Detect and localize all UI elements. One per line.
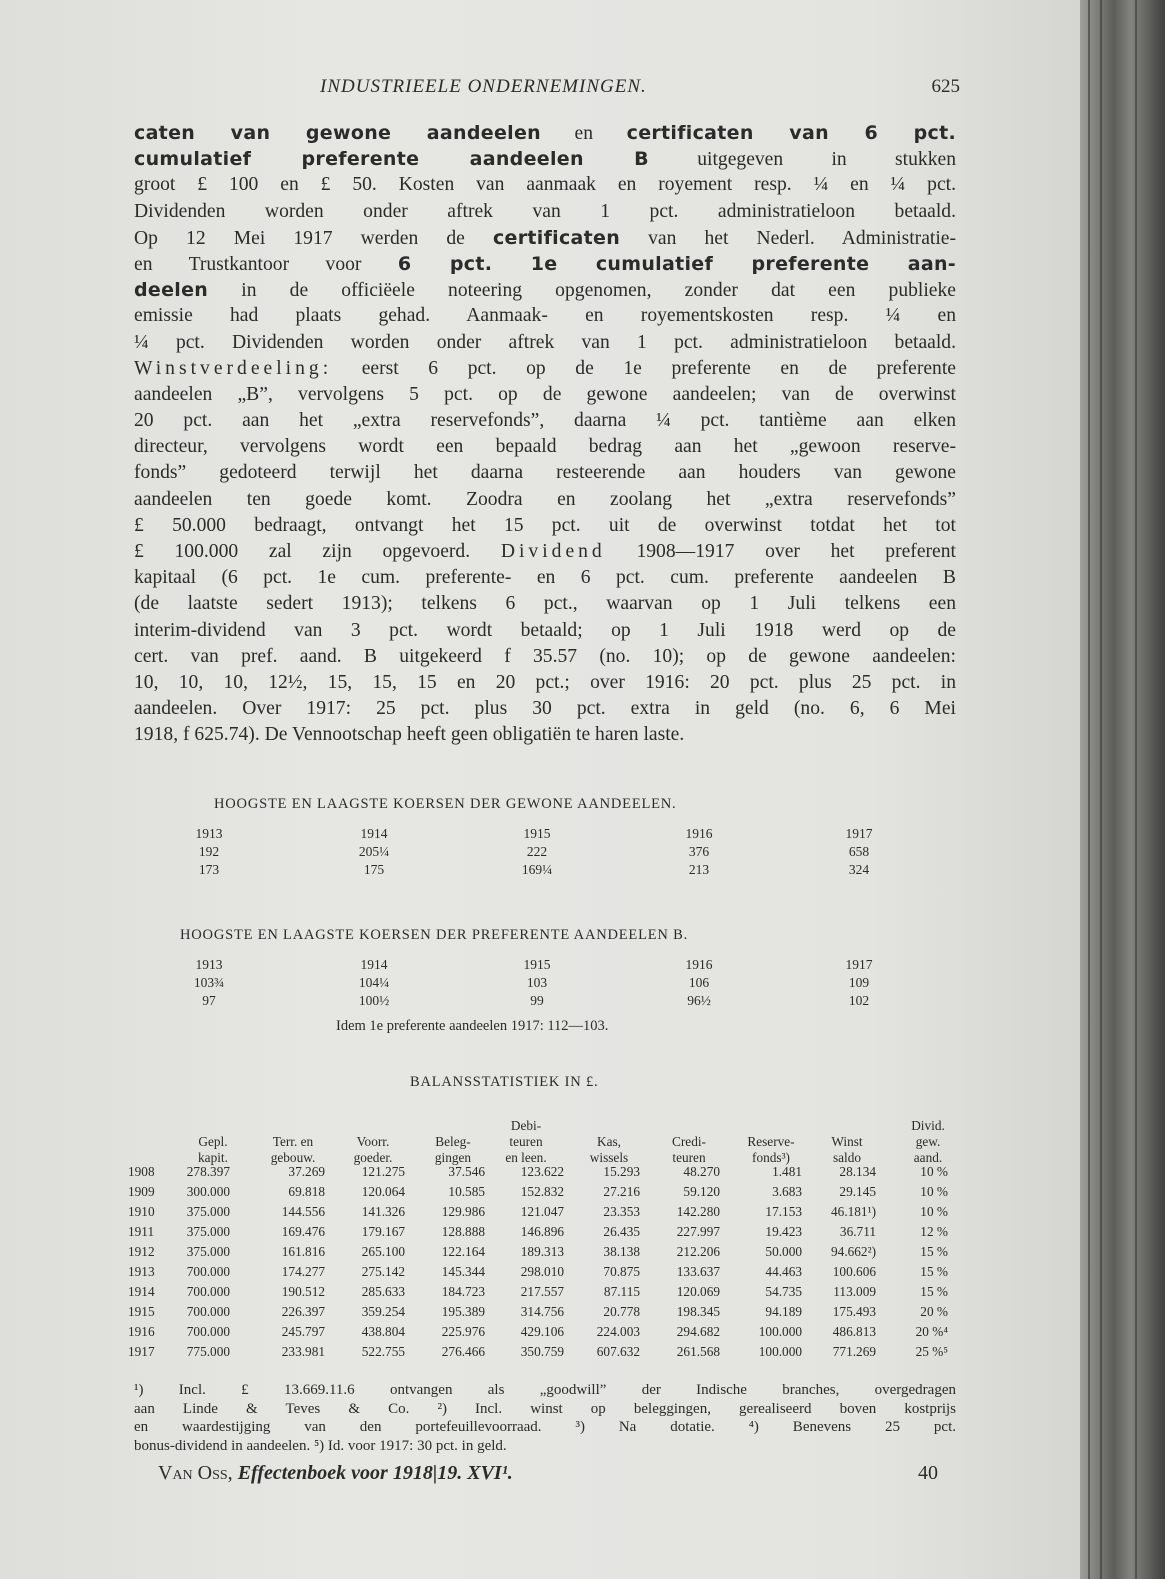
column-header: Credi- [672,1134,706,1149]
row-year: 1908 [128,1164,155,1179]
table-cell: 87.115 [603,1284,640,1299]
table-cell: 113.009 [833,1284,876,1299]
table-cell: 278.397 [186,1164,230,1179]
row-year: 1911 [128,1224,155,1239]
text-line [134,539,956,565]
table-cell: 1.481 [772,1164,802,1179]
bold-text: 6 pct. 1e cumulatief preferente aan- [397,252,956,275]
table-row [128,1204,958,1224]
table-cell: 50.000 [765,1244,802,1259]
table-cell: 129.986 [441,1204,485,1219]
spaced-heading: Dividend [500,541,606,562]
text-line [134,670,956,696]
high-quote: 222 [526,844,548,859]
running-title: INDUSTRIEELE ONDERNEMINGEN. [320,76,647,97]
bold-text: deelen [134,279,209,302]
text-run: cert. van pref. aand. B uitgekeerd f 35.57 (no. 10); op de gewone aandeelen: [134,645,956,667]
table-cell: 37.269 [288,1164,325,1179]
text-run: aandeelen ten goede komt. Zoodra en zoolang het „extra reservefonds” [134,488,956,510]
table-cell: 261.568 [676,1344,720,1359]
footer-sheet-number: 40 [918,1462,938,1484]
low-quote: 324 [848,862,870,877]
row-year: 1913 [128,1264,155,1279]
column-header: goeder. [353,1150,393,1165]
page-header [130,72,960,102]
text-line [134,303,956,329]
high-quote: 192 [198,844,220,859]
table-cell: 133.637 [676,1264,720,1279]
table-cell: 429.106 [520,1324,564,1339]
text-line [134,146,956,172]
table-cell: 226.397 [281,1304,325,1319]
low-quote: 100½ [358,993,390,1008]
column-header: gebouw. [270,1150,316,1165]
text-line [134,356,956,382]
text-run: aandeelen. Over 1917: 25 pct. plus 30 pct. extra in geld (no. 6, 6 Mei [134,698,956,720]
column-header: Kas, [596,1134,621,1149]
footnote-line: aan Linde & Teves & Co. ²) Incl. winst op beleggingen, gerealiseerd boven kostprijs [134,1400,956,1417]
year-header: 1915 [523,957,551,972]
column-header: teuren [509,1134,543,1149]
text-line [134,591,956,617]
table-cell: 20 %⁴ [915,1324,948,1339]
high-quote: 106 [688,975,710,990]
table-cell: 10.585 [448,1184,485,1199]
column-header: saldo [832,1150,862,1165]
table-cell: 120.069 [676,1284,720,1299]
table-cell: 36.711 [839,1224,876,1239]
table-row [128,1304,958,1324]
text-line [134,330,956,356]
table-cell: 54.735 [765,1284,802,1299]
text-line [134,199,956,225]
text-run: kapitaal (6 pct. 1e cum. preferente- en 6 pct. cum. preferente aandeelen B [134,567,956,589]
text-line [134,382,956,408]
table-cell: 285.633 [361,1284,405,1299]
table-cell: 37.546 [448,1164,485,1179]
column-header: Terr. en [272,1134,314,1149]
table-cell: 10 % [920,1204,948,1219]
table-cell: 179.167 [361,1224,405,1239]
spine-edge [1088,0,1090,1579]
text-run: ¼ pct. Dividenden worden onder aftrek van 1 pct. administratieloon betaald. [134,331,956,353]
text-line [134,277,956,303]
text-line [134,172,956,198]
table-cell: 26.435 [603,1224,640,1239]
table-cell: 265.100 [361,1244,405,1259]
table-cell: 94.189 [765,1304,802,1319]
high-quote: 103 [526,975,548,990]
table-cell: 15 % [920,1244,948,1259]
table-cell: 23.353 [603,1204,640,1219]
high-quote: 104¼ [358,975,390,990]
table-cell: 438.804 [361,1324,405,1339]
table-cell: 700.000 [186,1284,230,1299]
table-cell: 190.512 [281,1284,325,1299]
low-quote: 97 [202,993,216,1008]
table-row [128,1164,958,1184]
text-line [134,513,956,539]
table-cell: 15.293 [603,1164,640,1179]
table-cell: 146.896 [520,1224,564,1239]
table-cell: 245.797 [281,1324,325,1339]
low-quote: 175 [363,862,385,877]
page-footer [158,1462,938,1492]
gewone-table-title: HOOGSTE EN LAAGSTE KOERSEN DER GEWONE AANDEELEN. [214,796,677,812]
table-cell: 700.000 [186,1264,230,1279]
table-row [128,1284,958,1304]
table-cell: 775.000 [186,1344,230,1359]
year-header: 1917 [845,826,873,841]
table-cell: 120.064 [361,1184,405,1199]
text-line [134,460,956,486]
text-line [134,251,956,277]
preferente-table-title: HOOGSTE EN LAAGSTE KOERSEN DER PREFERENTE AANDEELEN B. [180,927,688,943]
text-run: groot £ 100 en £ 50. Kosten van aanmaak en royement resp. ¼ en ¼ pct. [134,174,956,196]
bold-text: cumulatief preferente aandeelen B [134,148,649,171]
table-cell: 189.313 [520,1244,564,1259]
table-cell: 20.778 [603,1304,640,1319]
row-year: 1917 [128,1344,155,1359]
table-cell: 212.206 [676,1244,720,1259]
table-cell: 38.138 [603,1244,640,1259]
low-quote: 169¼ [521,862,553,877]
table-cell: 275.142 [361,1264,405,1279]
table-cell: 198.345 [676,1304,720,1319]
row-year: 1912 [128,1244,155,1259]
row-year: 1910 [128,1204,155,1219]
text-run: 10, 10, 10, 12½, 15, 15, 15 en 20 pct.; over 1916: 20 pct. plus 25 pct. in [134,671,956,693]
table-cell: 70.875 [603,1264,640,1279]
table-cell: 145.344 [441,1264,485,1279]
book-spine [1080,0,1165,1579]
high-quote: 109 [848,975,870,990]
text-run: emissie had plaats gehad. Aanmaak- en royementskosten resp. ¼ en [134,305,956,327]
bold-text: certificaten [492,226,621,249]
table-cell: 522.755 [361,1344,405,1359]
table-cell: 100.000 [758,1324,802,1339]
table-cell: 3.683 [772,1184,802,1199]
table-cell: 195.389 [441,1304,485,1319]
table-row [128,1264,958,1284]
text-line [134,565,956,591]
table-cell: 59.120 [683,1184,720,1199]
text-run: 20 pct. aan het „extra reservefonds”, daarna ¼ pct. tantième aan elken [134,410,956,432]
column-header: Gepl. [198,1134,228,1149]
row-year: 1914 [128,1284,155,1299]
year-header: 1916 [685,826,713,841]
row-year: 1909 [128,1184,155,1199]
year-header: 1913 [195,957,223,972]
table-cell: 141.326 [361,1204,405,1219]
table-row [128,1244,958,1264]
year-header: 1916 [685,957,713,972]
table-cell: 122.164 [441,1244,485,1259]
table-cell: 44.463 [765,1264,802,1279]
table-cell: 225.976 [441,1324,485,1339]
low-quote: 96½ [687,993,711,1008]
table-cell: 359.254 [361,1304,405,1319]
column-header: Beleg- [435,1134,471,1149]
table-cell: 15 % [920,1264,948,1279]
table-cell: 294.682 [676,1324,720,1339]
table-row [128,1184,958,1204]
table-cell: 607.632 [596,1344,640,1359]
footnotes [134,1381,956,1455]
table-cell: 350.759 [520,1344,564,1359]
footnote-line: en waardestijging van den portefeuillevoorraad. ³) Na dotatie. ⁴) Benevens 25 pct. [134,1419,956,1435]
table-cell: 161.816 [281,1244,325,1259]
table-cell: 10 % [920,1184,948,1199]
footer-citation [158,1462,513,1485]
text-line [134,408,956,434]
table-cell: 12 % [920,1224,948,1239]
column-header: wissels [589,1150,629,1165]
text-run: eerst 6 pct. op de 1e preferente en de preferente [332,357,956,379]
table-cell: 29.145 [839,1184,876,1199]
text-run: interim-dividend van 3 pct. wordt betaald; op 1 Juli 1918 werd op de [134,619,956,641]
table-cell: 314.756 [520,1304,564,1319]
table-cell: 19.423 [765,1224,802,1239]
table-cell: 175.493 [832,1304,876,1319]
text-run: directeur, vervolgens wordt een bepaald bedrag aan het „gewoon reserve- [134,436,956,458]
balans-title: BALANSSTATISTIEK IN £. [410,1074,599,1090]
gewone-quotes-table [180,826,940,886]
column-header: teuren [672,1150,706,1165]
table-cell: 123.622 [520,1164,564,1179]
table-cell: 121.275 [361,1164,405,1179]
table-cell: 144.556 [281,1204,325,1219]
spine-edge [1135,0,1137,1579]
table-row [128,1224,958,1244]
table-cell: 27.216 [603,1184,640,1199]
table-cell: 17.153 [765,1204,802,1219]
preferente-note: Idem 1e preferente aandeelen 1917: 112—103. [336,1018,609,1034]
text-run: £ 100.000 zal zijn opgevoerd. [134,541,501,562]
column-header: Winst [831,1134,863,1149]
low-quote: 102 [848,993,870,1008]
text-run: Op 12 Mei 1917 werden de [134,227,493,249]
row-year: 1916 [128,1324,155,1339]
high-quote: 376 [688,844,710,859]
text-run: (de laatste sedert 1913); telkens 6 pct., waarvan op 1 Juli telkens een [134,593,956,615]
footnote-line: ¹) Incl. £ 13.669.11.6 ontvangen als „goodwill” der Indische branches, overgedragen [134,1382,956,1398]
footer-title: Effectenboek voor 1918|19. [237,1462,463,1484]
text-run: fonds” gedoteerd terwijl het daarna resteerende aan houders van gewone [134,462,956,484]
column-header: gew. [915,1134,941,1149]
footer-author: Van Oss, [158,1462,233,1484]
table-cell: 276.466 [441,1344,485,1359]
low-quote: 173 [198,862,220,877]
footnote-line: bonus-dividend in aandeelen. ⁵) Id. voor 1917: 30 pct. in geld. [134,1437,507,1454]
low-quote: 213 [688,862,710,877]
column-header: fonds³) [752,1150,790,1165]
body-paragraph [134,120,956,749]
table-cell: 100.606 [832,1264,876,1279]
column-header: kapit. [198,1150,228,1165]
table-cell: 69.818 [288,1184,325,1199]
table-cell: 152.832 [520,1184,564,1199]
text-run: 1918, f 625.74). De Vennootschap heeft geen obligatiën te haren laste. [134,724,685,746]
table-cell: 486.813 [832,1324,876,1339]
table-cell: 184.723 [441,1284,485,1299]
table-cell: 100.000 [758,1344,802,1359]
row-year: 1915 [128,1304,155,1319]
text-line [134,225,956,251]
table-cell: 169.476 [281,1224,325,1239]
table-cell: 142.280 [676,1204,720,1219]
table-row [128,1324,958,1344]
table-cell: 48.270 [683,1164,720,1179]
text-run: van het Nederl. Administratie- [620,227,956,249]
table-cell: 15 % [920,1284,948,1299]
bold-text: caten van gewone aandeelen [134,122,541,144]
table-cell: 94.662²) [831,1244,876,1259]
table-cell: 227.997 [676,1224,720,1239]
text-run: £ 50.000 bedraagt, ontvangt het 15 pct. uit de overwinst totdat het tot [134,514,956,536]
text-line [134,722,956,748]
low-quote: 99 [530,993,544,1008]
text-run: in de officiëele noteering opgenomen, zonder dat een publieke [208,280,956,302]
table-cell: 233.981 [281,1344,325,1359]
table-cell: 375.000 [186,1244,230,1259]
column-header: Voorr. [356,1134,390,1149]
column-header: gingen [434,1150,472,1165]
high-quote: 103¾ [193,975,225,990]
column-header: Debi- [510,1118,542,1133]
table-cell: 298.010 [520,1264,564,1279]
column-header: aand. [913,1150,943,1165]
text-line [134,120,956,146]
table-row [128,1344,958,1364]
high-quote: 658 [848,844,870,859]
year-header: 1917 [845,957,873,972]
footer-volume: XVI¹. [467,1462,513,1484]
table-cell: 121.047 [520,1204,564,1219]
text-line [134,618,956,644]
bold-text: certificaten van 6 pct. [626,122,956,144]
table-cell: 10 % [920,1164,948,1179]
text-run: uitgegeven in stukken [648,149,956,171]
table-cell: 20 % [920,1304,948,1319]
table-cell: 375.000 [186,1224,230,1239]
spine-edge [1100,0,1102,1579]
table-cell: 25 %⁵ [915,1344,948,1359]
year-header: 1914 [360,957,388,972]
text-run: 1908—1917 over het preferent [605,541,956,562]
column-header: Reserve- [747,1134,795,1149]
text-run: aandeelen „B”, vervolgens 5 pct. op de gewone aandeelen; van de overwinst [134,383,956,405]
table-cell: 46.181¹) [831,1204,876,1219]
spaced-heading: Winstverdeeling: [134,357,333,379]
preferente-quotes-table [180,957,940,1017]
table-cell: 224.003 [596,1324,640,1339]
text-line [134,644,956,670]
text-run: en [540,123,627,144]
text-line [134,434,956,460]
year-header: 1915 [523,826,551,841]
table-cell: 28.134 [839,1164,876,1179]
high-quote: 205¼ [358,844,390,859]
year-header: 1914 [360,826,388,841]
page-number: 625 [931,76,960,97]
column-header: en leen. [505,1150,547,1165]
year-header: 1913 [195,826,223,841]
table-cell: 375.000 [186,1204,230,1219]
table-cell: 174.277 [281,1264,325,1279]
text-line [134,696,956,722]
text-run: en Trustkantoor voor [134,253,398,275]
table-cell: 300.000 [186,1184,230,1199]
column-header: Divid. [911,1118,945,1133]
table-cell: 771.269 [832,1344,876,1359]
table-cell: 700.000 [186,1324,230,1339]
text-run: Dividenden worden onder aftrek van 1 pct. administratieloon betaald. [134,200,956,222]
table-cell: 217.557 [520,1284,564,1299]
table-cell: 700.000 [186,1304,230,1319]
text-line [134,487,956,513]
table-cell: 128.888 [441,1224,485,1239]
